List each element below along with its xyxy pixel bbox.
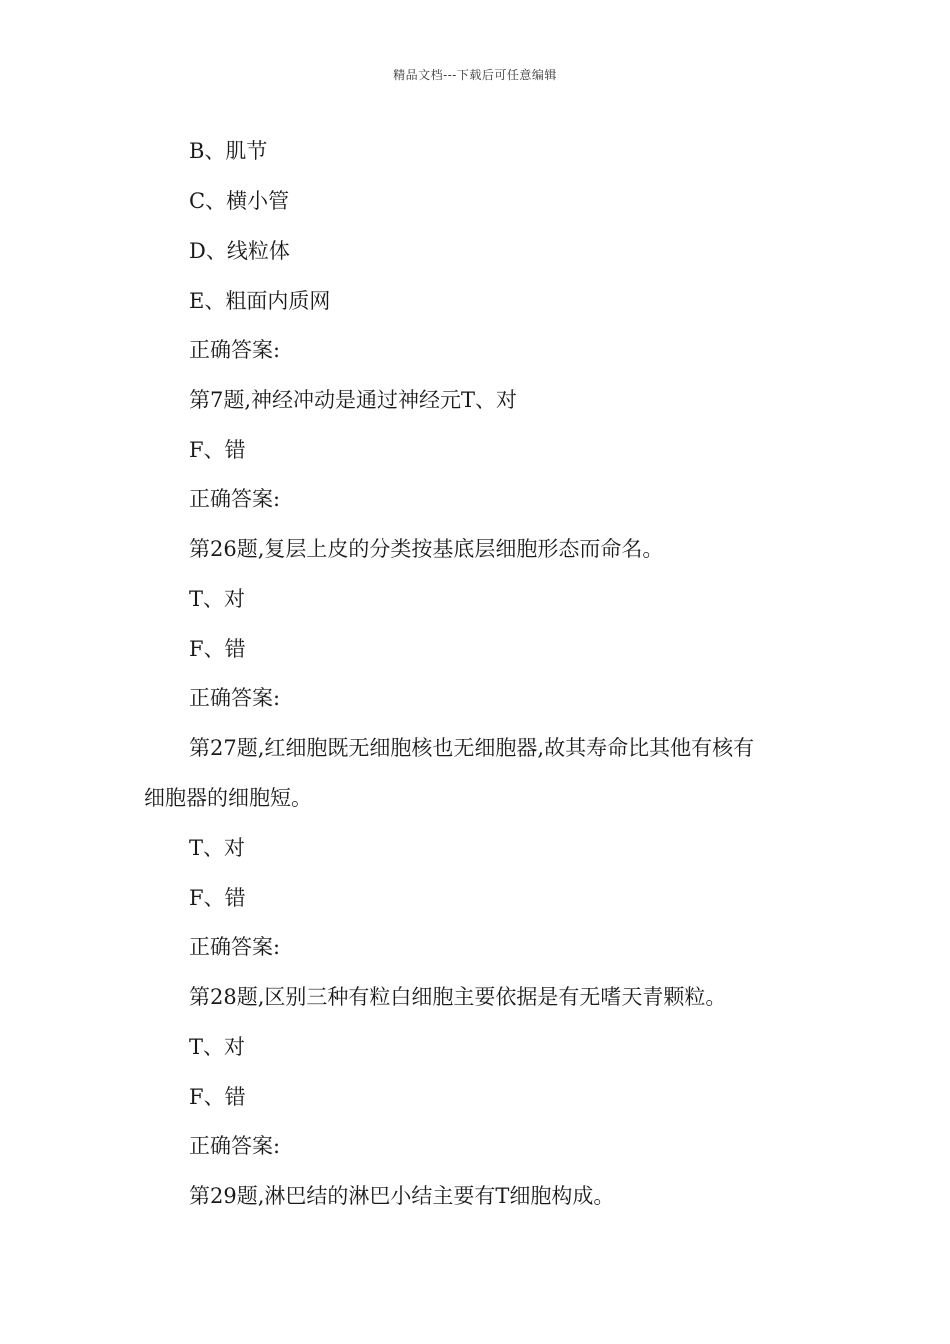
- question-27: 第27题,红细胞既无细胞核也无细胞器,故其寿命比其他有核有: [189, 736, 755, 760]
- option-c: C、横小管: [189, 189, 290, 213]
- answer-label: 正确答案:: [189, 1134, 281, 1158]
- answer-label: 正确答案:: [189, 487, 281, 511]
- option-t: T、对: [189, 1035, 246, 1059]
- option-t: T、对: [189, 587, 246, 611]
- question-28: 第28题,区别三种有粒白细胞主要依据是有无嗜天青颗粒。: [189, 985, 727, 1009]
- answer-label: 正确答案:: [189, 935, 281, 959]
- option-t: T、对: [189, 836, 246, 860]
- option-f: F、错: [189, 438, 246, 462]
- question-29: 第29题,淋巴结的淋巴小结主要有T细胞构成。: [189, 1184, 615, 1208]
- answer-label: 正确答案:: [189, 338, 281, 362]
- question-7: 第7题,神经冲动是通过神经元T、对: [189, 388, 518, 412]
- option-b: B、肌节: [189, 139, 268, 163]
- page-header: 精品文档---下载后可任意编辑: [393, 68, 557, 82]
- question-27-continuation: 细胞器的细胞短。: [144, 786, 312, 810]
- option-d: D、线粒体: [189, 239, 290, 263]
- option-f: F、错: [189, 637, 246, 661]
- option-f: F、错: [189, 1085, 246, 1109]
- question-26: 第26题,复层上皮的分类按基底层细胞形态而命名。: [189, 537, 664, 561]
- answer-label: 正确答案:: [189, 686, 281, 710]
- option-f: F、错: [189, 886, 246, 910]
- option-e: E、粗面内质网: [189, 289, 331, 313]
